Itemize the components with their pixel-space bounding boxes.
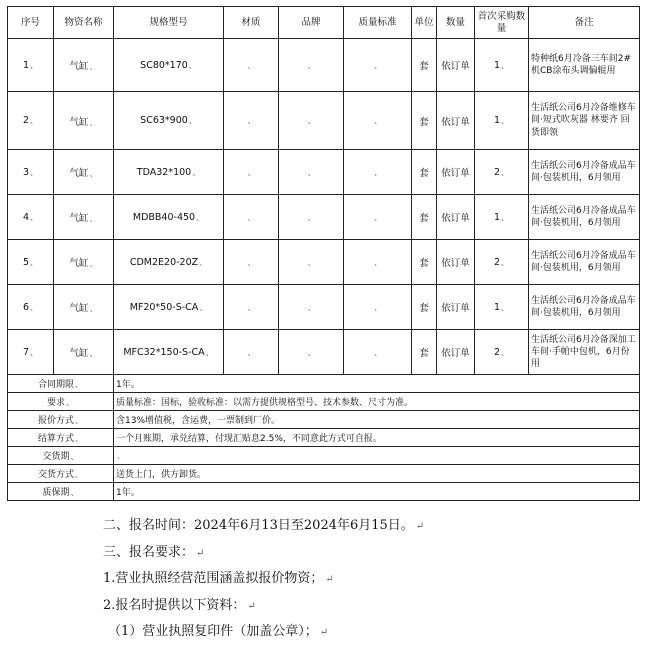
row-spec: MFC32*150-S-CA: [123, 346, 205, 358]
row-qty: 依订单: [441, 258, 470, 269]
term-value: 1年。: [116, 380, 140, 390]
row-spec: MDBB40-450: [132, 211, 196, 223]
table-row: 7、 气缸、 MFC32*150-S-CA、 、 、 、 套 依订单 2、 生活纸公司6月冷备深加工车间·手帕中包机，6月份用: [8, 330, 640, 375]
registration-time: 二、报名时间：2024年6月13日至2024年6月15日。 ↵: [103, 518, 425, 533]
row-note: 特种纸6月冷备三车间2#机CB涂布头调偏辊用: [531, 53, 631, 76]
row-unit: 套: [419, 348, 429, 359]
table-row: 3、 气缸、 TDA32*100、 、 、 、 套 依订单 2、 生活纸公司6月冷备成品车间·包装机用，6月领用: [8, 150, 640, 195]
header-standard: 质量标准: [344, 7, 412, 39]
term-label: 要求: [46, 398, 65, 408]
row-note: 生活纸公司6月冷备成品车间·包装机用，6月领用: [531, 160, 636, 183]
row-first-qty: 1: [493, 115, 501, 126]
table-row: 5、 气缸、 CDM2E20-20Z、 、 、 、 套 依订单 2、 生活纸公司6月冷备成品车间·包装机用，6月领用: [8, 240, 640, 285]
row-first-qty: 2: [493, 256, 501, 268]
header-material: 材质: [224, 7, 279, 39]
row-no: 6: [22, 301, 30, 313]
registration-requirements-heading: 三、报名要求： ↵: [103, 545, 205, 560]
terms-row-quotation-method: 报价方式、 含13%增值税，含运费，一票制到厂价。: [8, 411, 640, 429]
header-first-qty: 首次采购数量: [475, 7, 529, 39]
row-note: 生活纸公司6月冷备深加工车间·手帕中包机，6月份用: [531, 334, 636, 370]
row-qty: 依订单: [441, 116, 470, 128]
header-unit: 单位: [412, 7, 437, 39]
row-first-qty: 2: [493, 346, 501, 358]
row-spec: CDM2E20-20Z: [129, 256, 199, 268]
row-unit: 套: [419, 116, 429, 128]
row-note: 生活纸公司6月冷备维修车间·短式吹灰器 林要齐 回货即领: [531, 103, 636, 138]
term-label: 交货方式: [37, 470, 74, 480]
terms-row-requirements: 要求、 质量标准：国标，验收标准：以需方提供规格型号、技术参数、尺寸为准。: [8, 393, 640, 411]
row-unit: 套: [419, 213, 429, 224]
row-qty: 依订单: [441, 61, 470, 72]
term-label: 报价方式: [37, 416, 74, 426]
row-unit: 套: [419, 258, 429, 269]
row-unit: 套: [419, 168, 429, 179]
row-no: 1: [22, 59, 30, 71]
terms-row-delivery-date: 交货期、 、: [8, 447, 640, 465]
row-first-qty: 1: [493, 301, 501, 313]
table-header-row: [8, 7, 640, 39]
term-value: 含13%增值税，含运费，一票制到厂价。: [116, 416, 281, 426]
table-row: 2、 气缸、 SC63*900、 、 、 、 套 依订单 1、 生活纸公司6月冷备维修车间·短式吹灰器 林要齐 回货即领: [8, 92, 640, 150]
row-name: 气缸: [69, 116, 89, 128]
header-brand: 品牌: [279, 7, 344, 39]
row-name: 气缸: [69, 168, 89, 179]
term-value: 送货上门，供方卸货。: [116, 470, 207, 480]
row-name: 气缸: [69, 303, 89, 314]
row-note: 生活纸公司6月冷备成品车间·包装机用，6月领用: [531, 295, 636, 318]
row-spec: TDA32*100: [136, 166, 192, 178]
header-note: 备注: [529, 7, 640, 39]
table-row: 6、 气缸、 MF20*50-S-CA、 、 、 、 套 依订单 1、 生活纸公司6月冷备成品车间·包装机用，6月领用: [8, 285, 640, 330]
row-unit: 套: [419, 303, 429, 314]
terms-row-delivery-method: 交货方式、 送货上门，供方卸货。: [8, 465, 640, 483]
term-value: 一个月账期，承兑结算，付现汇贴息2.5%，不同意此方式可自报。: [116, 434, 382, 444]
header-qty: 数量: [437, 7, 475, 39]
row-first-qty: 1: [493, 211, 501, 223]
row-no: 3: [22, 166, 30, 178]
row-first-qty: 2: [493, 166, 501, 178]
table-row: 1、 气缸、 SC80*170、 、 、 、 套 依订单 1、 特种纸6月冷备三车间2#机CB涂布头调偏辊用: [8, 39, 640, 92]
row-name: 气缸: [69, 213, 89, 224]
requirement-2: 2.报名时提供以下资料： ↵: [103, 598, 256, 613]
term-value: 质量标准：国标，验收标准：以需方提供规格型号、技术参数、尺寸为准。: [116, 398, 414, 408]
terms-row-settlement: 结算方式、 一个月账期，承兑结算，付现汇贴息2.5%，不同意此方式可自报。: [8, 429, 640, 447]
row-unit: 套: [419, 61, 429, 72]
row-no: 2: [22, 115, 30, 126]
term-label: 交货期: [42, 452, 70, 462]
header-spec: 规格型号: [114, 7, 224, 39]
row-note: 生活纸公司6月冷备成品车间·包装机用，6月领用: [531, 205, 636, 228]
terms-row-contract-period: 合同期限、 1年。: [8, 375, 640, 393]
row-name: 气缸: [69, 61, 89, 72]
row-no: 4: [22, 211, 30, 223]
term-value: 1年。: [116, 488, 140, 498]
procurement-table: [7, 6, 640, 501]
row-no: 5: [22, 256, 30, 268]
row-qty: 依订单: [441, 303, 470, 314]
header-no: 序号: [8, 7, 54, 39]
requirement-1: 1.营业执照经营范围涵盖拟报价物资； ↵: [103, 571, 334, 586]
row-qty: 依订单: [441, 168, 470, 179]
terms-row-warranty: 质保期、 1年。: [8, 483, 640, 501]
row-note: 生活纸公司6月冷备成品车间·包装机用，6月领用: [531, 250, 636, 273]
row-spec: SC80*170: [140, 59, 188, 71]
header-name: 物资名称: [54, 7, 114, 39]
row-qty: 依订单: [441, 213, 470, 224]
row-first-qty: 1: [493, 59, 501, 71]
row-no: 7: [22, 346, 30, 358]
table-row: 4、 气缸、 MDBB40-450、 、 、 、 套 依订单 1、 生活纸公司6月冷备成品车间·包装机用，6月领用: [8, 195, 640, 240]
row-name: 气缸: [69, 258, 89, 269]
row-qty: 依订单: [441, 348, 470, 359]
requirement-2-item-1: （1）营业执照复印件（加盖公章）； ↵: [108, 624, 329, 639]
term-label: 质保期: [42, 488, 70, 498]
term-label: 合同期限: [37, 380, 74, 390]
row-name: 气缸: [69, 348, 89, 359]
row-spec: SC63*900: [140, 115, 188, 126]
row-spec: MF20*50-S-CA: [129, 301, 199, 313]
term-label: 结算方式: [37, 434, 74, 444]
